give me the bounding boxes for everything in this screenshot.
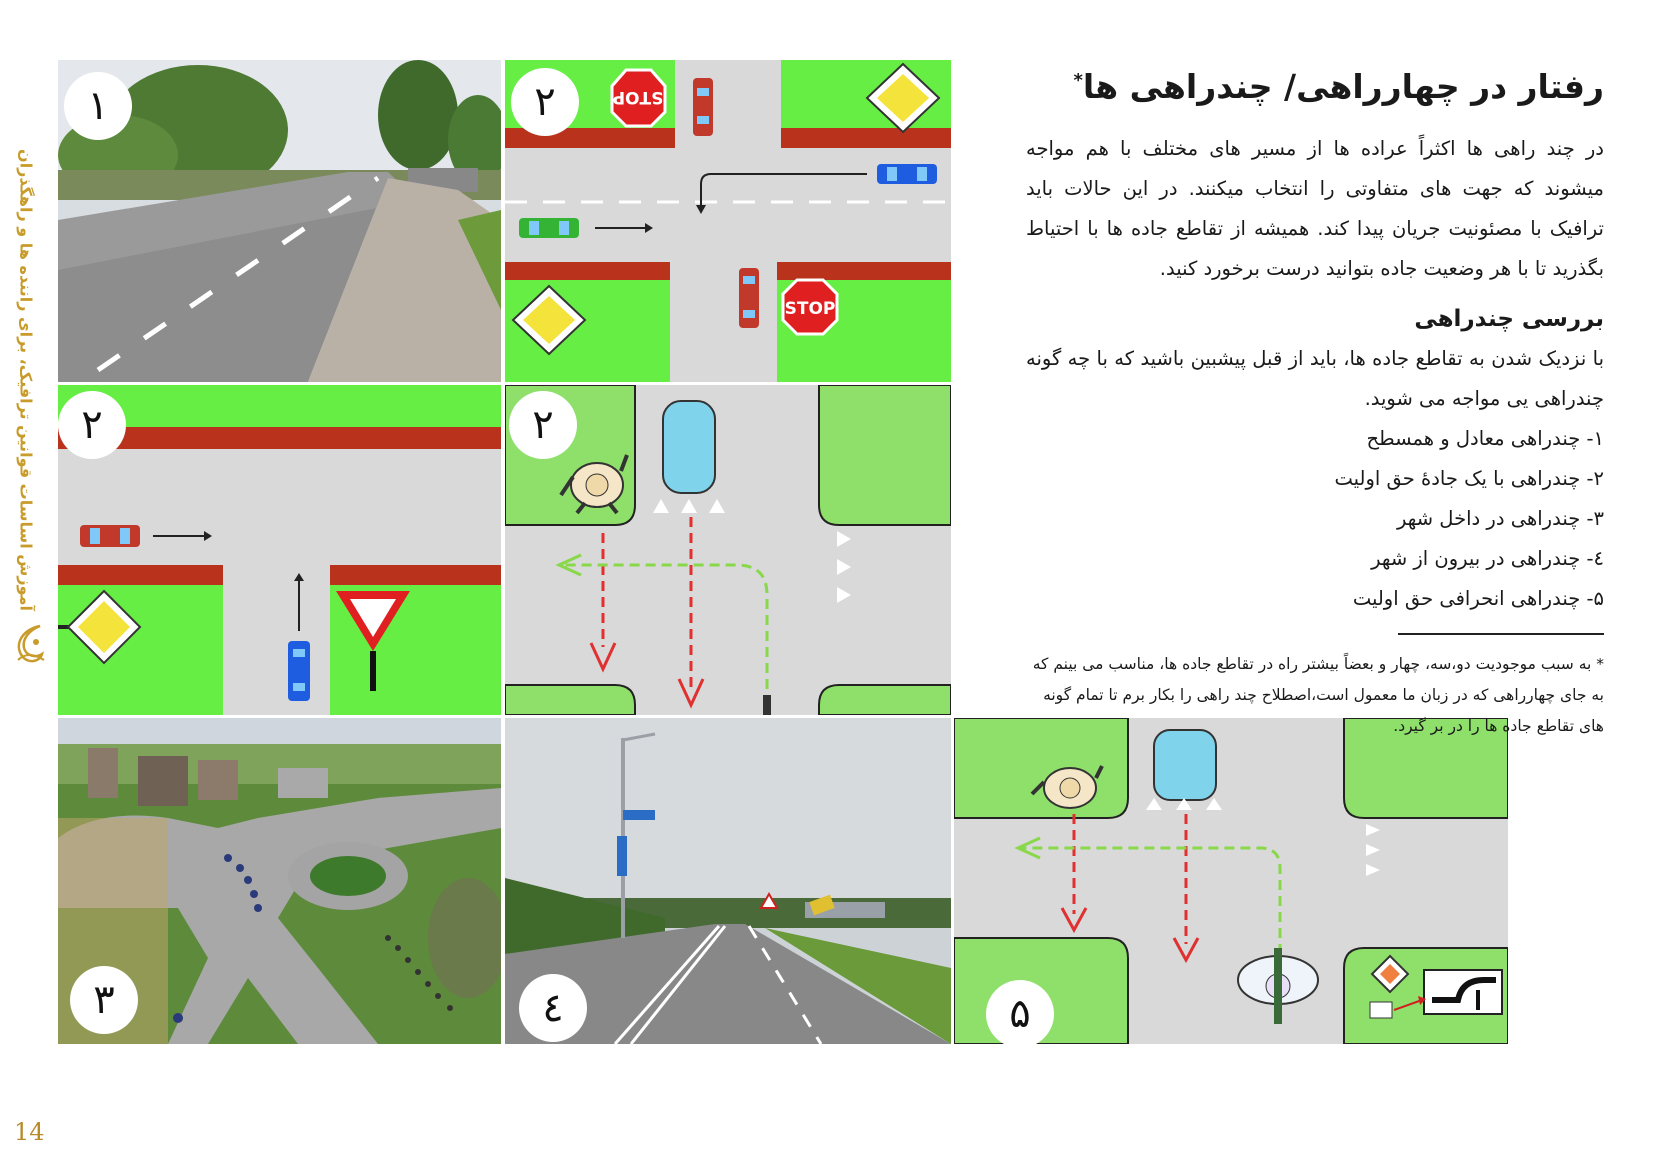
- footnote: * به سبب موجودیت دو،سه، چهار و بعضاً بیشتر راه در تقاطع جاده ها، مناسب می بینم که به جای چهارراهی که در زبان ما معمول است،اصطلاح چند راهی را بکار برم تا تمام گونه های تقاطع جاده ها را در بر گیرد.: [1032, 654, 1604, 735]
- list-item: ۳- چندراهی در داخل شهر: [1397, 506, 1604, 530]
- list-item: ۵- چندراهی انحرافی حق اولیت: [1352, 586, 1604, 610]
- badge-number: ۱: [64, 72, 132, 140]
- junction-types-list: [1026, 419, 1604, 619]
- stop-sign-text: STOP: [784, 299, 836, 319]
- badge-number: ۲: [511, 68, 579, 136]
- badge-number: ٤: [519, 974, 587, 1042]
- badge-number: ۵: [986, 980, 1054, 1044]
- footnote-mark: *: [1073, 70, 1083, 91]
- list-item: ٤- چندراهی در بیرون از شهر: [1371, 546, 1604, 570]
- badge-number: ۳: [70, 966, 138, 1034]
- stop-sign-text: STOP: [612, 87, 664, 107]
- stop-sign: [783, 280, 837, 334]
- stop-sign: [612, 70, 665, 126]
- badge-number: ۲: [509, 391, 577, 459]
- intro-paragraph: در چند راهی ها اکثراً عراده ها از مسیر های مختلف با هم مواجه میشوند که جهت های متفاوتی را انتخاب میکنند. در این حالات باید ترافیک با مصئونیت جریان پیدا کند. همیشه از تقاطع جاده ها با احتیاط بگذرید تا با هر وضعیت جاده بتوانید درست برخورد کنید.: [1026, 136, 1604, 280]
- publisher-logo: [10, 620, 48, 668]
- side-title: [12, 100, 40, 660]
- photo-town-roundabout: [58, 718, 501, 1044]
- section-heading: بررسی چندراهی: [1414, 305, 1604, 332]
- list-item: ۱- چندراهی معادل و همسطح: [1366, 426, 1604, 450]
- section-paragraph: با نزدیک شدن به تقاطع جاده ها، باید از قبل پیشبین باشید که با چه گونه چندراهی یی مواجه می شوید.: [1026, 346, 1604, 410]
- diagram-t-junction-yield: [58, 385, 501, 715]
- page-number: 14: [14, 1118, 45, 1146]
- diagram-diverted-priority-junction: [954, 718, 1508, 1044]
- page-title-text: رفتار در چهارراهی/ چندراهی ها: [1082, 67, 1604, 106]
- side-title-text: آموزش اساسات قوانین ترافیک، برای راننده ها و راهگذران: [16, 149, 36, 611]
- photo-residential-street: [58, 60, 501, 382]
- diagram-crossroads-cyclist-pedestrian: [505, 385, 951, 715]
- page-title: [1026, 66, 1604, 109]
- diagram-crossroads-stop-signs: [505, 60, 951, 382]
- text-column: [1026, 60, 1604, 742]
- list-item: ۲- چندراهی با یک جادهٔ حق اولیت: [1334, 466, 1604, 490]
- footnote-divider: [1398, 633, 1604, 635]
- badge-number: ۲: [58, 391, 126, 459]
- photo-rural-road: [505, 718, 951, 1044]
